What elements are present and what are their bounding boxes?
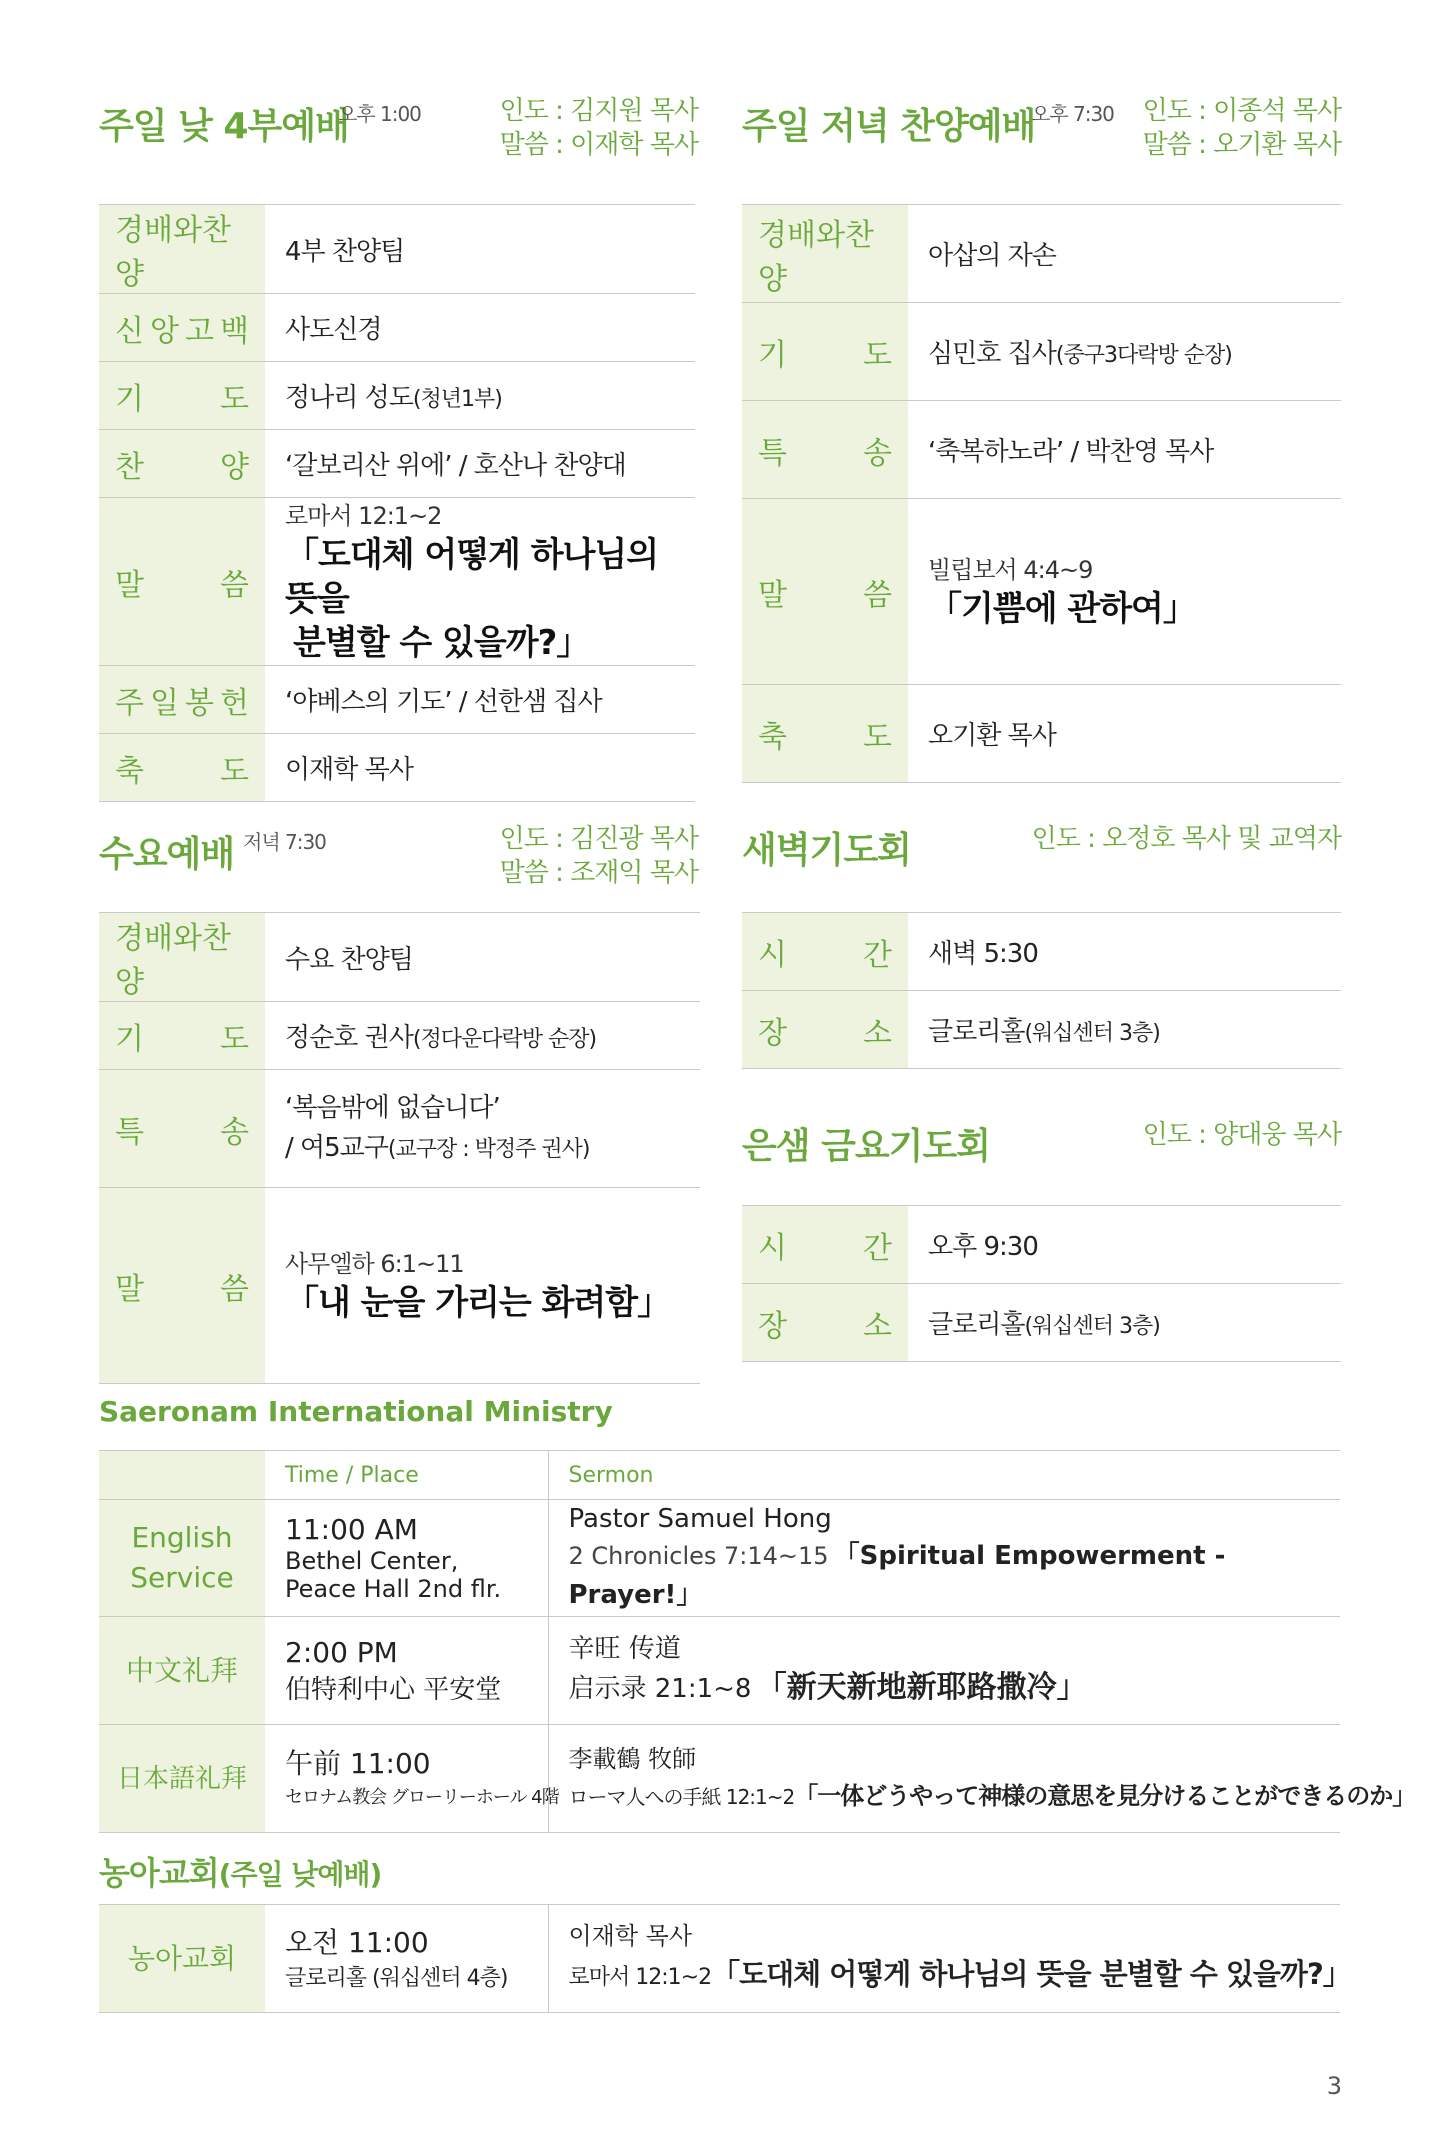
row-label-char: 도 <box>220 753 249 789</box>
row-label-char: 말 <box>758 577 787 613</box>
japanese-time-place <box>265 1725 559 1833</box>
value-text: 글로리홀 <box>928 1310 1025 1340</box>
wednesday-table <box>99 912 700 1384</box>
sermon-line <box>569 1538 1341 1616</box>
row-label-char: 특 <box>758 435 787 471</box>
chinese-sermon <box>548 1617 1340 1725</box>
table-row <box>99 498 695 666</box>
table-row <box>99 1617 1340 1725</box>
row-label-char: 일 <box>150 685 179 721</box>
friday-prayer-title: 은샘 금요기도회 <box>742 1126 990 1167</box>
service-place: Bethel Center, <box>285 1547 459 1575</box>
table-row <box>99 1188 700 1384</box>
row-value <box>908 303 1341 401</box>
wednesday-leaders <box>500 822 698 890</box>
value-text: / 여5교구 <box>285 1132 388 1163</box>
value-sub: (정다운다락방 순장) <box>412 1027 597 1052</box>
table-row <box>99 1905 1340 2013</box>
friday-prayer-lead: 인도 : 양대웅 목사 <box>1142 1120 1341 1150</box>
sermon-line <box>568 1954 1351 1999</box>
row-label-char: 장 <box>758 1015 787 1051</box>
service-place: 伯特利中心 平安堂 <box>285 1674 502 1705</box>
row-label-char: 축 <box>758 719 787 755</box>
row-label-char: 도 <box>220 1021 249 1057</box>
wednesday-time: 저녁 7:30 <box>243 830 326 854</box>
row-label-char: 신 <box>115 313 144 349</box>
song-performer <box>285 1128 700 1170</box>
page-number: 3 <box>1326 2072 1342 2100</box>
row-value: ‘갈보리산 위에’ / 호산나 찬양대 <box>265 430 695 498</box>
sunday-evening-leaders <box>1143 94 1341 162</box>
sunday4-time: 오후 1:00 <box>338 102 421 126</box>
row-value <box>265 362 695 430</box>
header-sermon: Sermon <box>548 1451 1340 1500</box>
sermon-cell <box>265 1188 700 1384</box>
row-label-char: 송 <box>863 435 892 471</box>
table-row <box>742 303 1341 401</box>
row-value: 4부 찬양팀 <box>265 205 695 294</box>
row-label-char: 찬 <box>115 449 144 485</box>
english-time-place <box>265 1500 548 1617</box>
row-label-char: 특 <box>115 1114 144 1150</box>
sermon-line <box>569 1668 1341 1712</box>
row-label-char: 앙 <box>150 313 179 349</box>
scripture-ref: 로마서 12:1~2 <box>285 501 442 530</box>
row-label-char: 주 <box>115 685 144 721</box>
table-row <box>742 205 1341 303</box>
service-place-cont: Peace Hall 2nd flr. <box>285 1575 502 1603</box>
pastor-name: 李載鶴 牧師 <box>568 1745 697 1773</box>
sunday4-preacher: 말씀 : 이재학 목사 <box>499 130 698 160</box>
table-row <box>742 401 1341 499</box>
chinese-service-label: 中文礼拜 <box>99 1617 265 1725</box>
scripture-ref: 启示录 21:1~8 <box>568 1673 752 1704</box>
service-time: 2:00 PM <box>285 1635 398 1669</box>
header-blank <box>99 1451 265 1500</box>
sermon-title: 「新天新地新耶路撒冷」 <box>756 1669 1087 1705</box>
table-row <box>99 1725 1340 1833</box>
row-label-char: 기 <box>758 337 787 373</box>
sermon-title: 「기쁨에 관하여」 <box>928 588 1196 629</box>
row-label-char: 소 <box>863 1015 892 1051</box>
scripture-ref: ローマ人への手紙 12:1~2 <box>568 1785 795 1809</box>
service-time: 11:00 AM <box>285 1513 418 1546</box>
row-value: 수요 찬양팀 <box>265 913 700 1002</box>
row-label-char: 도 <box>863 337 892 373</box>
sermon-title: 「Spiritual Empowerment - Prayer!」 <box>568 1541 1226 1610</box>
special-song-cell <box>265 1070 700 1188</box>
sunday4-leaders <box>500 94 698 162</box>
row-label-char: 씀 <box>863 577 892 613</box>
english-sermon <box>548 1500 1340 1617</box>
japanese-service-label: 日本語礼拜 <box>99 1725 265 1833</box>
value-sub: (교구장 : 박정주 권사) <box>387 1136 590 1162</box>
table-row <box>99 666 695 734</box>
table-row <box>99 205 695 294</box>
row-label-char: 헌 <box>220 685 249 721</box>
sermon-cell <box>265 498 695 666</box>
sunday-evening-title: 주일 저녁 찬양예배 <box>742 106 1036 147</box>
row-label-char: 축 <box>115 753 144 789</box>
service-place: 글로리홀 (워십센터 4층) <box>285 1965 508 1991</box>
friday-prayer-table <box>742 1205 1341 1362</box>
row-label-char: 장 <box>758 1308 787 1344</box>
pastor-name: 辛旺 传道 <box>568 1633 681 1664</box>
sermon-cell <box>908 499 1341 685</box>
table-row <box>99 1002 700 1070</box>
header-time-place: Time / Place <box>265 1451 548 1500</box>
row-value <box>908 991 1341 1069</box>
intl-ministry-table <box>99 1450 1416 1833</box>
deaf-church-time-place <box>265 1905 548 2013</box>
row-label-char: 말 <box>115 1271 144 1307</box>
row-label-char: 봉 <box>185 685 214 721</box>
table-row <box>742 685 1341 783</box>
row-value <box>265 1002 700 1070</box>
row-label-char: 시 <box>758 937 787 973</box>
table-row <box>99 430 695 498</box>
dawn-prayer-title: 새벽기도회 <box>742 830 911 871</box>
sunday4-table <box>99 204 695 802</box>
row-label-char: 양 <box>220 449 249 485</box>
row-label-char: 간 <box>863 937 892 973</box>
row-value: 오후 9:30 <box>908 1206 1341 1284</box>
chinese-time-place <box>265 1617 548 1725</box>
service-time: 오전 11:00 <box>285 1925 429 1959</box>
sermon-title: 「一体どうやって神様の意思を見分けることができるのか」 <box>794 1782 1416 1810</box>
row-value: ‘야베스의 기도’ / 선한샘 집사 <box>265 666 695 734</box>
scripture-ref: 빌립보서 4:4~9 <box>928 555 1093 584</box>
dawn-prayer-table <box>742 912 1341 1069</box>
row-value: 이재학 목사 <box>265 734 695 802</box>
wednesday-preacher: 말씀 : 조재익 목사 <box>499 858 698 888</box>
sermon-title: 「도대체 어떻게 하나님의 뜻을 <box>285 534 659 619</box>
row-label: 경배와찬양 <box>115 921 231 1000</box>
row-value: 새벽 5:30 <box>908 913 1341 991</box>
table-header-row <box>99 1451 1340 1500</box>
english-service-label <box>99 1500 265 1617</box>
song-title: ‘복음밖에 없습니다’ <box>285 1092 500 1123</box>
service-time: 午前 11:00 <box>285 1746 431 1780</box>
row-label-char: 도 <box>220 381 249 417</box>
table-row <box>742 1206 1341 1284</box>
sunday4-lead: 인도 : 김지원 목사 <box>499 96 698 126</box>
row-value: 아삽의 자손 <box>908 205 1341 303</box>
sermon-title: 「내 눈을 가리는 화려함」 <box>285 1282 671 1323</box>
table-row <box>99 294 695 362</box>
dawn-prayer-lead: 인도 : 오정호 목사 및 교역자 <box>1031 824 1341 854</box>
row-label-char: 백 <box>220 313 249 349</box>
row-label-char: 시 <box>758 1230 787 1266</box>
sermon-title-cont: 분별할 수 있을까?」 <box>293 622 590 663</box>
row-label-char: 고 <box>185 313 214 349</box>
label-line: Service <box>130 1561 234 1594</box>
sunday-evening-table <box>742 204 1341 783</box>
table-row <box>742 1284 1341 1362</box>
sermon-line <box>568 1778 1416 1817</box>
value-text: 정순호 권사 <box>285 1023 413 1053</box>
row-value <box>908 1284 1341 1362</box>
table-row <box>742 991 1341 1069</box>
service-place: セロナム教会 グローリーホール 4階 <box>285 1786 559 1808</box>
row-label-char: 도 <box>863 719 892 755</box>
wednesday-title: 수요예배 <box>99 834 235 875</box>
deaf-church-table <box>99 1904 1351 2013</box>
row-label: 경배와찬양 <box>115 213 231 292</box>
scripture-ref: 2 Chronicles 7:14~15 <box>568 1542 829 1570</box>
sunday4-title: 주일 낮 4부예배 <box>99 106 349 147</box>
scripture-ref: 로마서 12:1~2 <box>568 1965 712 1990</box>
pastor-name: 이재학 목사 <box>568 1922 693 1950</box>
table-row <box>742 913 1341 991</box>
row-label-char: 말 <box>115 567 144 603</box>
value-sub: (워십센터 3층) <box>1024 1314 1160 1339</box>
sunday-evening-time: 오후 7:30 <box>1031 102 1114 126</box>
value-text: 심민호 집사 <box>928 339 1056 369</box>
table-row <box>99 913 700 1002</box>
row-label-char: 송 <box>220 1114 249 1150</box>
row-value: 사도신경 <box>265 294 695 362</box>
row-label-char: 소 <box>863 1308 892 1344</box>
table-row <box>99 1500 1340 1617</box>
intl-ministry-title: Saeronam International Ministry <box>99 1395 613 1428</box>
row-label: 경배와찬양 <box>758 217 874 297</box>
row-label-char: 기 <box>115 1021 144 1057</box>
sunday-evening-preacher: 말씀 : 오기환 목사 <box>1142 130 1341 160</box>
row-value: 오기환 목사 <box>908 685 1341 783</box>
row-label-char: 씀 <box>220 1271 249 1307</box>
value-sub: (청년1부) <box>412 387 502 412</box>
deaf-church-label: 농아교회 <box>99 1905 265 2013</box>
wednesday-lead: 인도 : 김진광 목사 <box>499 824 698 854</box>
value-text: 글로리홀 <box>928 1017 1025 1047</box>
table-row <box>99 734 695 802</box>
row-label-char: 기 <box>115 381 144 417</box>
sunday-evening-lead: 인도 : 이종석 목사 <box>1142 96 1341 126</box>
title-sub: (주일 낮예배) <box>218 1858 382 1891</box>
japanese-sermon <box>548 1725 1416 1833</box>
deaf-church-title <box>99 1848 381 1894</box>
row-label-char: 씀 <box>220 567 249 603</box>
value-sub: (워십센터 3층) <box>1024 1021 1160 1046</box>
row-label-char: 간 <box>863 1230 892 1266</box>
sermon-title: 「도대체 어떻게 하나님의 뜻을 분별할 수 있을까?」 <box>711 1957 1351 1991</box>
title-main: 농아교회 <box>99 1854 219 1892</box>
scripture-ref: 사무엘하 6:1~11 <box>285 1249 464 1278</box>
table-row <box>99 1070 700 1188</box>
label-line: English <box>131 1521 233 1554</box>
pastor-name: Pastor Samuel Hong <box>568 1504 832 1534</box>
table-row <box>742 499 1341 685</box>
value-text: 정나리 성도 <box>285 383 413 413</box>
table-row <box>99 362 695 430</box>
value-sub: (중구3다락방 순장) <box>1055 343 1232 368</box>
deaf-church-sermon <box>548 1905 1351 2013</box>
row-value: ‘축복하노라’ / 박찬영 목사 <box>908 401 1341 499</box>
